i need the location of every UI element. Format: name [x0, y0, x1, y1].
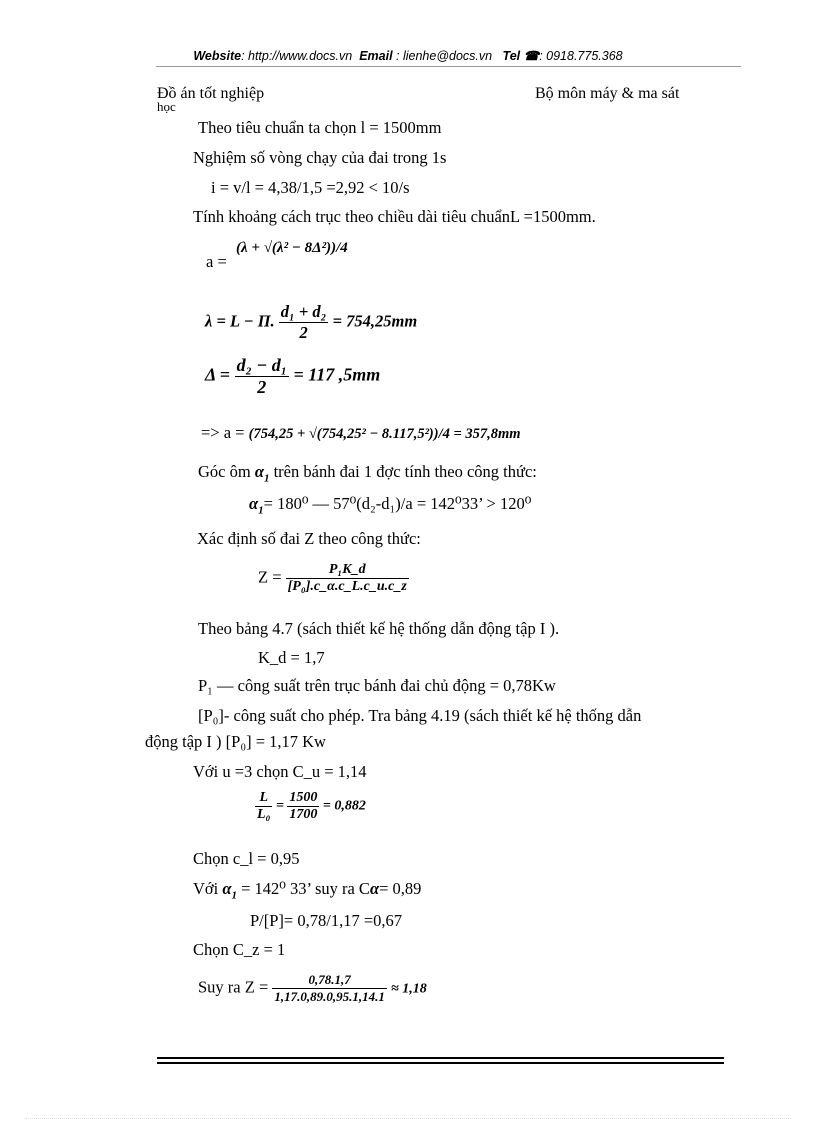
ratio-v-num: 1500: [289, 790, 318, 805]
alpha-symbol: α: [369, 879, 380, 898]
goc-om-line: [198, 462, 537, 484]
z-formula: [258, 562, 409, 595]
line-2: Nghiệm số vòng chạy của đai trong 1s: [193, 148, 447, 167]
z-final-denominator: 1,17.0,89.0,95.1,14.1: [274, 989, 385, 1004]
line-3: i = v/l = 4,38/1,5 =2,92 < 10/s: [211, 178, 410, 197]
lambda-result: = 754,25mm: [332, 311, 418, 331]
alpha-1-symbol-2: $\alpha_1$: [222, 879, 237, 902]
website-url[interactable]: : http://www.docs.vn: [241, 49, 353, 63]
chon-cz-line: Chọn C_z = 1: [193, 940, 286, 959]
ratio-l-num: L: [259, 790, 268, 805]
line-1: Theo tiêu chuẩn ta chọn l = 1500mm: [198, 118, 442, 137]
a-result: (754,25 + √(754,25² − 8.117,5²))/4 = 357,8mm: [248, 426, 521, 442]
alpha-1-symbol-eq: $\alpha_1$: [249, 494, 264, 517]
goc-om-text-2: trên bánh đai 1 đợc tính theo công thức:: [273, 462, 537, 481]
a-equals: a =: [206, 252, 227, 271]
footer-rule-1: [157, 1057, 724, 1059]
p1-line: P₁ — công suất trên trục bánh đai chủ động = 0,78Kw: [198, 676, 556, 695]
doc-title-left: Đồ án tốt nghiệp: [157, 85, 265, 102]
voi-alpha-text-1: Với: [193, 879, 219, 898]
a-result-prefix: => a =: [201, 423, 245, 442]
footer-rule-2: [157, 1062, 724, 1064]
delta-fraction: [235, 355, 289, 398]
a-formula: (λ + √(λ² − 8Δ²))/4: [236, 240, 348, 256]
z-numerator: P₁K_d: [328, 562, 366, 577]
po-line-2: động tập I ) [P₀] = 1,17 Kw: [145, 732, 326, 751]
z-final-fraction: [272, 972, 387, 1005]
delta-numerator: d₂ − d₁: [236, 355, 288, 375]
ratio-formula: $\frac{L}{\text{L₀}}$ = $\frac{1500}{1700}$ = 0,882: [257, 790, 366, 822]
z-denominator: [P₀].c_α.c_L.c_u.c_z: [287, 579, 407, 594]
z-final-line: [198, 972, 427, 1005]
delta-formula: [205, 355, 380, 398]
z-final-numerator: 0,78.1,7: [308, 972, 351, 987]
delta-denominator: 2: [235, 376, 289, 398]
lambda-fraction: [279, 302, 329, 343]
phone-icon: ☎: [523, 49, 540, 63]
voi-u-line: Với u =3 chọn C_u = 1,14: [193, 762, 367, 781]
po-line-1: [P₀]- công suất cho phép. Tra bảng 4.19 (sách thiết kế hệ thống dẫn: [198, 706, 642, 725]
z-final-result: ≈ 1,18: [391, 981, 427, 997]
ratio-v-den: 1700: [289, 807, 318, 822]
lambda-denominator: 2: [279, 322, 329, 343]
line-4: Tính khoảng cách trục theo chiều dài tiêu chuẩnL =1500mm.: [193, 207, 596, 226]
alpha-equation: [249, 494, 531, 516]
header-divider: [156, 66, 741, 67]
ratio-v-fraction: [287, 790, 319, 823]
lambda-numerator: d₁ + d₂: [280, 302, 327, 321]
lambda-lhs: λ = L − Π.: [205, 311, 275, 331]
ratio-l-fraction: [255, 790, 272, 823]
voi-alpha-text-2: = 142⁰ 33’ suy ra C: [241, 879, 370, 898]
ratio-l-den: L₀: [257, 807, 271, 822]
kd-line: K_d = 1,7: [258, 648, 325, 667]
z-fraction: [286, 562, 409, 595]
email-label: Email: [359, 49, 393, 63]
alpha-eq-text: = 180⁰ — 57⁰(d₂-d₁)/a = 142⁰33’ > 120⁰: [263, 494, 532, 513]
alpha-1-symbol: $\alpha_1$: [254, 462, 270, 485]
doc-title-left-overflow: học: [157, 99, 176, 114]
p-ratio-line: P/[P]= 0,78/1,17 =0,67: [250, 911, 402, 930]
email-value[interactable]: : lienhe@docs.vn: [396, 49, 493, 63]
voi-alpha-text-3: = 0,89: [379, 879, 422, 898]
delta-lhs: Δ =: [205, 364, 231, 385]
doc-title-right: Bộ môn máy & ma sát: [535, 85, 680, 102]
website-header: [0, 48, 816, 63]
suy-ra-text: Suy ra Z =: [198, 977, 269, 997]
tel-value: : 0918.775.368: [539, 49, 623, 63]
xac-dinh-line: Xác định số đai Z theo công thức:: [197, 529, 421, 548]
tel-label: Tel: [502, 49, 521, 63]
a-result-line: [201, 423, 521, 443]
lambda-formula: [205, 302, 417, 343]
z-lhs: Z =: [258, 567, 282, 587]
theo-bang-line: Theo bảng 4.7 (sách thiết kế hệ thống dẫn động tập I ).: [198, 619, 560, 638]
ratio-result: = 0,882: [322, 798, 366, 814]
chon-cl-line: Chọn c_l = 0,95: [193, 849, 300, 868]
voi-alpha-line: [193, 879, 421, 901]
website-label: Website: [193, 49, 242, 63]
delta-result: = 117 ,5mm: [293, 364, 381, 385]
goc-om-text-1: Góc ôm: [198, 462, 251, 481]
page-bottom-edge: [25, 1118, 791, 1119]
